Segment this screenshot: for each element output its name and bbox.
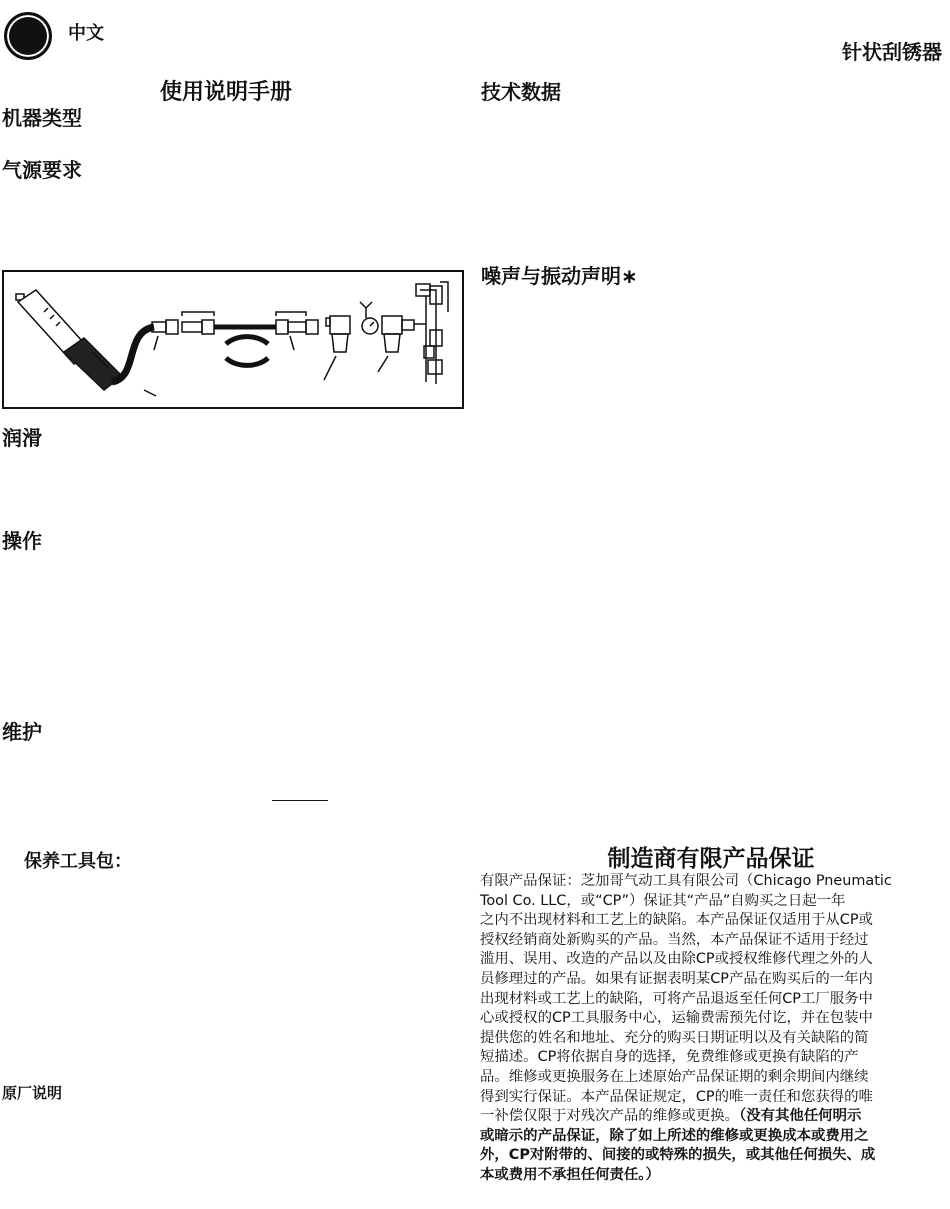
warranty-disclaimer: （没有其他任何明示 (739, 1108, 862, 1125)
warranty-line: Tool Co. LLC，或“CP”）保证其“产品”自购买之日起一年 (480, 892, 846, 909)
original-instructions-label: 原厂说明 (2, 1084, 63, 1102)
warranty-title: 制造商有限产品保证 (607, 846, 815, 872)
warranty-line (480, 1107, 942, 1127)
heading-technical-data: 技术数据 (481, 80, 561, 104)
heading-noise-vibration: 噪声与振动声明∗ (481, 264, 638, 288)
warranty-line: 心或授权的CP工具服务中心，运输费需预先付讫，并在包装中 (480, 1010, 873, 1027)
needle-scaler-tool (16, 290, 122, 390)
air-line-setup-diagram-icon (4, 272, 462, 407)
heading-maintenance: 维护 (2, 720, 42, 744)
section-divider (272, 800, 328, 801)
warranty-text: 一补偿仅限于对残次产品的维修或更换。 (480, 1108, 740, 1125)
warranty-line (480, 1166, 942, 1186)
warranty-line: 员修理过的产品。如果有证据表明某CP产品在购买后的一年内 (480, 970, 873, 987)
heading-machine-type: 机器类型 (2, 106, 82, 130)
warranty-line: 有限产品保证：芝加哥气动工具有限公司（Chicago Pneumatic (480, 873, 892, 889)
warranty-line: 短描述。CP将依据自身的选择，免费维修或更换有缺陷的产 (480, 1049, 859, 1066)
warranty-line: 品。维修或更换服务在上述原始产品保证期的剩余期间内继续 (480, 1068, 869, 1085)
warranty-line: 得到实行保证。本产品保证规定，CP的唯一责任和您获得的唯 (480, 1088, 873, 1105)
warranty-disclaimer: 外，CP对附带的、间接的或特殊的损失，或其他任何损失、成 (480, 1147, 876, 1164)
warranty-line: 之内不出现材料和工艺上的缺陷。本产品保证仅适用于从CP或 (480, 912, 873, 929)
warranty-line: 授权经销商处新购买的产品。当然，本产品保证不适用于经过 (480, 931, 869, 948)
language-badge-icon (4, 12, 52, 60)
warranty-body (480, 872, 942, 1186)
manual-title: 使用说明手册 (160, 80, 293, 105)
product-title: 针状刮锈器 (842, 40, 942, 64)
warranty-disclaimer: 或暗示的产品保证，除了如上所述的维修或更换成本或费用之 (480, 1127, 869, 1144)
warranty-line: 滥用、误用、改造的产品以及由除CP或授权维修代理之外的人 (480, 951, 873, 968)
heading-operation: 操作 (2, 529, 42, 553)
warranty-line (480, 1146, 942, 1166)
air-line-diagram (2, 270, 464, 409)
language-label: 中文 (68, 23, 104, 44)
heading-maintenance-kit: 保养工具包： (24, 851, 132, 872)
warranty-disclaimer: 本或费用不承担任何责任。） (480, 1166, 660, 1183)
heading-lubrication: 润滑 (2, 426, 42, 450)
warranty-line: 出现材料或工艺上的缺陷，可将产品退返至任何CP工厂服务中 (480, 990, 873, 1007)
warranty-line: 提供您的姓名和地址、充分的购买日期证明以及有关缺陷的简 (480, 1029, 869, 1046)
heading-air-supply: 气源要求 (2, 158, 82, 182)
warranty-line (480, 1127, 942, 1147)
